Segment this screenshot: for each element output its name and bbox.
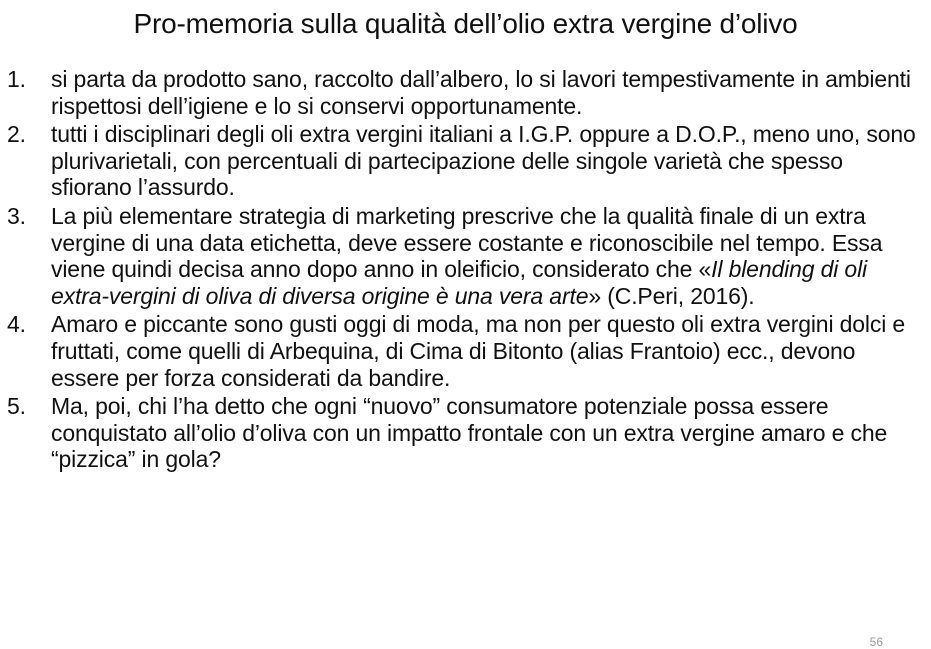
list-item-text: Ma, poi, chi l’ha detto che ogni “nuovo” consumatore potenziale possa essere conquistato all’olio d’oliva con un impatto frontale con un extra vergine amaro e che “pizzica” in gola?	[51, 393, 888, 473]
list-item-number: 5.	[7, 393, 26, 420]
list-item-number: 1.	[7, 66, 26, 92]
list-item-text: tutti i disciplinari degli oli extra vergini italiani a I.G.P. oppure a D.O.P., meno uno, sono plurivarietali, con percentuali di partecipazione delle singole varietà che spesso sfiorano l’assurdo.	[51, 121, 916, 201]
slide-title: Pro-memoria sulla qualità dell’olio extra vergine d’olivo	[133, 8, 798, 39]
list-item-text-after: » (C.Peri, 2016).	[588, 282, 755, 309]
numbered-list	[0, 66, 931, 475]
list-item-number: 4.	[7, 311, 26, 338]
slide-page-number: 56	[869, 635, 883, 649]
list-item-text: si parta da prodotto sano, raccolto dall’albero, lo si lavori tempestivamente in ambienti rispettosi dell’igiene e lo si conservi opportunamente.	[51, 66, 911, 119]
list-item-number: 2.	[7, 121, 26, 148]
list-item	[0, 66, 931, 119]
list-item-number: 3.	[7, 202, 26, 229]
list-item-text: Amaro e piccante sono gusti oggi di moda, ma non per questo oli extra vergini dolci e fruttati, come quelli di Arbequina, di Cima di Bitonto (alias Frantoio) ecc., devono essere per forza considerati da bandire.	[51, 311, 906, 391]
quote-text: Il blending di oli extra-vergini di oliva di diversa origine è una vera arte	[51, 256, 867, 309]
list-item	[0, 121, 931, 201]
list-item	[0, 311, 931, 391]
list-item-text	[51, 203, 882, 309]
list-item	[0, 203, 931, 309]
list-item-text-before: La più elementare strategia di marketing prescrive che la qualità finale di un extra vergine di una data etichetta, deve essere costante e riconoscibile nel tempo. Essa viene quindi decisa anno dopo anno in oleificio, considerato che «	[51, 202, 883, 283]
list-item	[0, 393, 931, 473]
